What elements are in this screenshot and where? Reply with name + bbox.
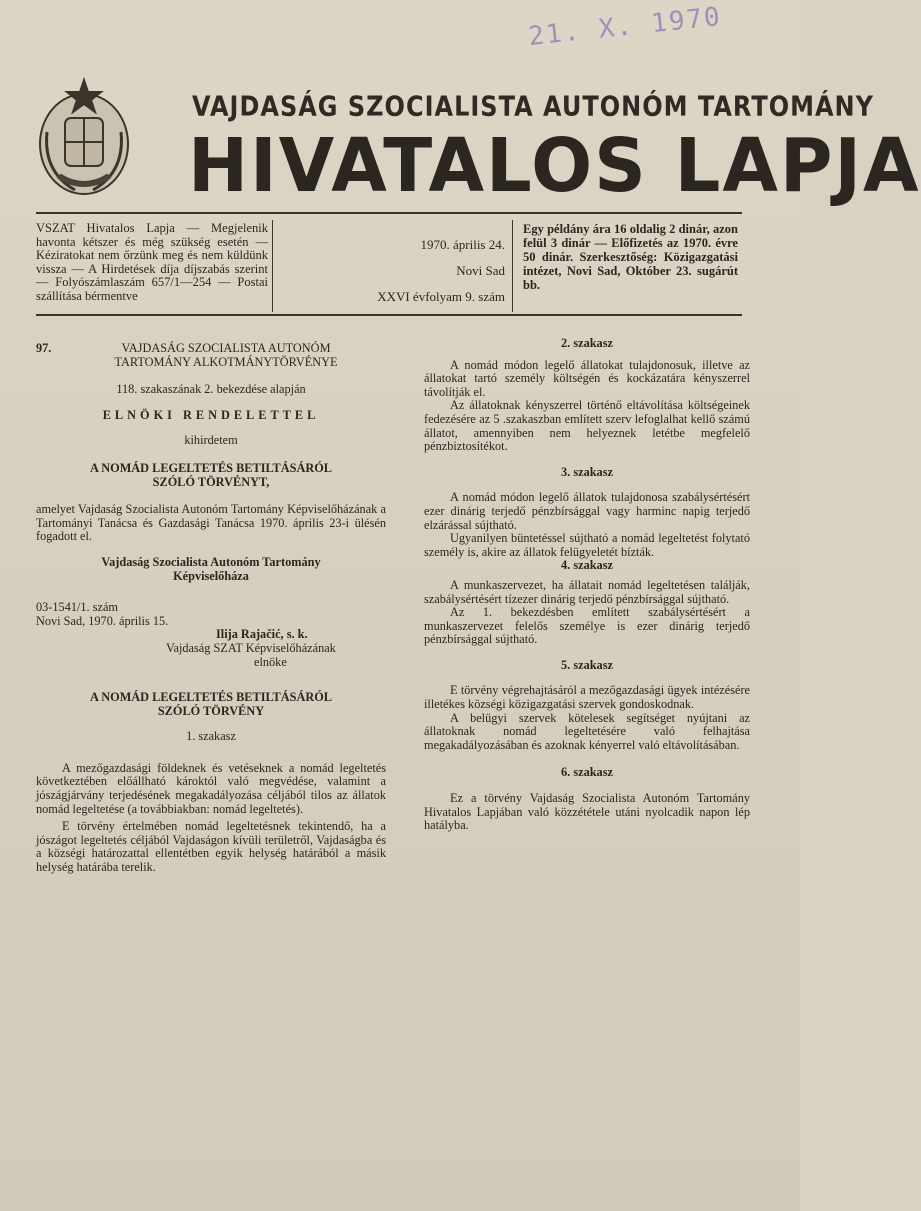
right-column: [424, 337, 750, 833]
announce-text: kihirdetem: [184, 433, 238, 448]
header-rule-bottom: [36, 314, 742, 316]
law-title-2: SZÓLÓ TÖRVÉNYT,: [152, 474, 270, 489]
section-2-heading: 2. szakasz: [561, 336, 613, 350]
section-4-paragraph-1: A munkaszervezet, ha állatait nomád legeltetésen találják, szabálysértésért tízezer dinárig terjedő pénzbírsággal sújtható.: [424, 577, 750, 606]
issue-place: Novi Sad: [456, 263, 505, 278]
section-6-paragraph-1: Ez a törvény Vajdaság Szocialista Autonóm Tartomány Hivatalos Lapjában való közzététele utáni nyolcadik napon lép hatályba.: [424, 791, 750, 833]
header-rule-top: [36, 212, 742, 214]
reference-date: Novi Sad, 1970. április 15.: [36, 613, 169, 628]
section-1-heading: 1. szakasz: [186, 729, 236, 744]
header-price-info: Egy példány ára 16 oldalig 2 dinár, azon felül 3 dinár — Előfizetés az 1970. évre 50 dinár. Szerkesztőség: Közigazgatási intézet, Novi Sad, Október 23. sugárút bb.: [523, 222, 738, 292]
assembly-name-2: Képviselőháza: [173, 568, 249, 583]
coat-of-arms-icon: [35, 72, 133, 202]
section-1-paragraph-2: E törvény értelmében nomád legeltetésnek tekintendő, ha a jószágot legeltetés céljából Vajdaságon kívüli területről, Vajdaságba és a községi határozattal ellentétben egyik helység határából a másik helység határába terelik.: [36, 819, 386, 875]
act-number: 97.: [36, 341, 52, 355]
section-1-paragraph-1: A mezőgazdasági földeknek és vetéseknek a nomád legeltetés következtében előállható károktól való megvédése, valamint a jószágjárvány terjedésének megakadályozása céljából tilos az állatok nomád legeltetése (a továbbiakban: nomád legeltetés).: [36, 760, 386, 816]
reference-number: 03-1541/1. szám: [36, 600, 118, 615]
signer-role-2: elnöke: [254, 654, 287, 669]
section-3-paragraph-2: Ugyanilyen büntetéssel sújtható a nomád legeltetést folytató személy is, akire az állatok felügyeletét bízták.: [424, 531, 750, 559]
constitution-title-2: TARTOMÁNY ALKOTMÁNYTÖRVÉNYE: [114, 354, 338, 369]
header-issue-info: [295, 232, 505, 310]
section-2-paragraph-1: A nomád módon legelő állatokat tulajdonosuk, illetve az állatokat tartó személy költségén és kockázatára kényszerrel távolítják el.: [424, 357, 750, 399]
adoption-text: amelyet Vajdaság Szocialista Autonóm Tartomány Képviselőházának a Tartományi Tanácsa és Gazdasági Tanácsa 1970. április 23-i ülésén fogadott el.: [36, 502, 386, 544]
section-4-heading: 4. szakasz: [561, 558, 613, 573]
section-6-heading: 6. szakasz: [561, 765, 613, 780]
decree-heading: ELNÖKI RENDELETTEL: [102, 407, 320, 422]
law-heading-1: A NOMÁD LEGELTETÉS BETILTÁSÁRÓL: [89, 690, 333, 705]
section-3-paragraph-1: A nomád módon legelő állatok tulajdonosa szabálysértésért ezer dinárig terjedő pénzbírsággal vagy harminc napig terjedő elzárással sújtható.: [424, 490, 750, 532]
date-stamp: 21. X. 1970: [526, 1, 724, 53]
left-column: [36, 342, 386, 875]
section-4-paragraph-2: Az 1. bekezdésben említett szabálysértésért a munkaszervezet felelős személye is ezer dinárig terjedő pénzbírsággal sújtható.: [424, 605, 750, 647]
header-divider-right: [512, 220, 513, 312]
signer-name: Ilija Rajačić, s. k.: [216, 627, 308, 642]
masthead-subtitle: VAJDASÁG SZOCIALISTA AUTONÓM TARTOMÁNY: [192, 90, 875, 123]
section-5-heading: 5. szakasz: [561, 657, 613, 672]
section-5-paragraph-2: A belügyi szervek kötelesek segítséget nyújtani az állatoknak nomád legeltetésére való felhajtása megakadályozásában és azoknak kényerrel való eltávolításában.: [424, 710, 750, 752]
section-5-paragraph-1: E törvény végrehajtásáról a mezőgazdasági ügyek intézésére illetékes községi közigazgatási szervek gondoskodnak.: [424, 683, 750, 712]
law-heading-2: SZÓLÓ TÖRVÉNY: [157, 703, 265, 718]
issue-number: XXVI évfolyam 9. szám: [377, 289, 505, 304]
law-title-1: A NOMÁD LEGELTETÉS BETILTÁSÁRÓL: [89, 460, 333, 475]
section-2-paragraph-2: Az állatoknak kényszerrel történő eltávolítása költségeinek fedezésére az 5 .szakaszban említett szerv lefoglalhat kellő számú állatot, amennyiben nem helyeznek letétbe megfelelő pénzbiztosítékot.: [424, 398, 750, 454]
masthead-title: HIVATALOS LAPJA: [188, 123, 921, 209]
assembly-name-1: Vajdaság Szocialista Autonóm Tartomány: [101, 554, 321, 569]
header-publication-info: VSZAT Hivatalos Lapja — Megjelenik havonta kétszer és még szükség esetén — Kéziratokat nem őrzünk meg és nem küldünk vissza — A Hirdetések díja díjszabás szerint — Folyószámlaszám 657/1—254 — Postai szállítása bérmentve: [36, 221, 268, 303]
issue-date: 1970. április 24.: [420, 237, 505, 252]
section-3-heading: 3. szakasz: [561, 464, 613, 479]
signer-role-1: Vajdaság SZAT Képviselőházának: [166, 640, 336, 655]
legal-basis: 118. szakaszának 2. bekezdése alapján: [116, 382, 306, 397]
constitution-title-1: VAJDASÁG SZOCIALISTA AUTONÓM: [121, 341, 331, 355]
header-divider-left: [272, 220, 273, 312]
